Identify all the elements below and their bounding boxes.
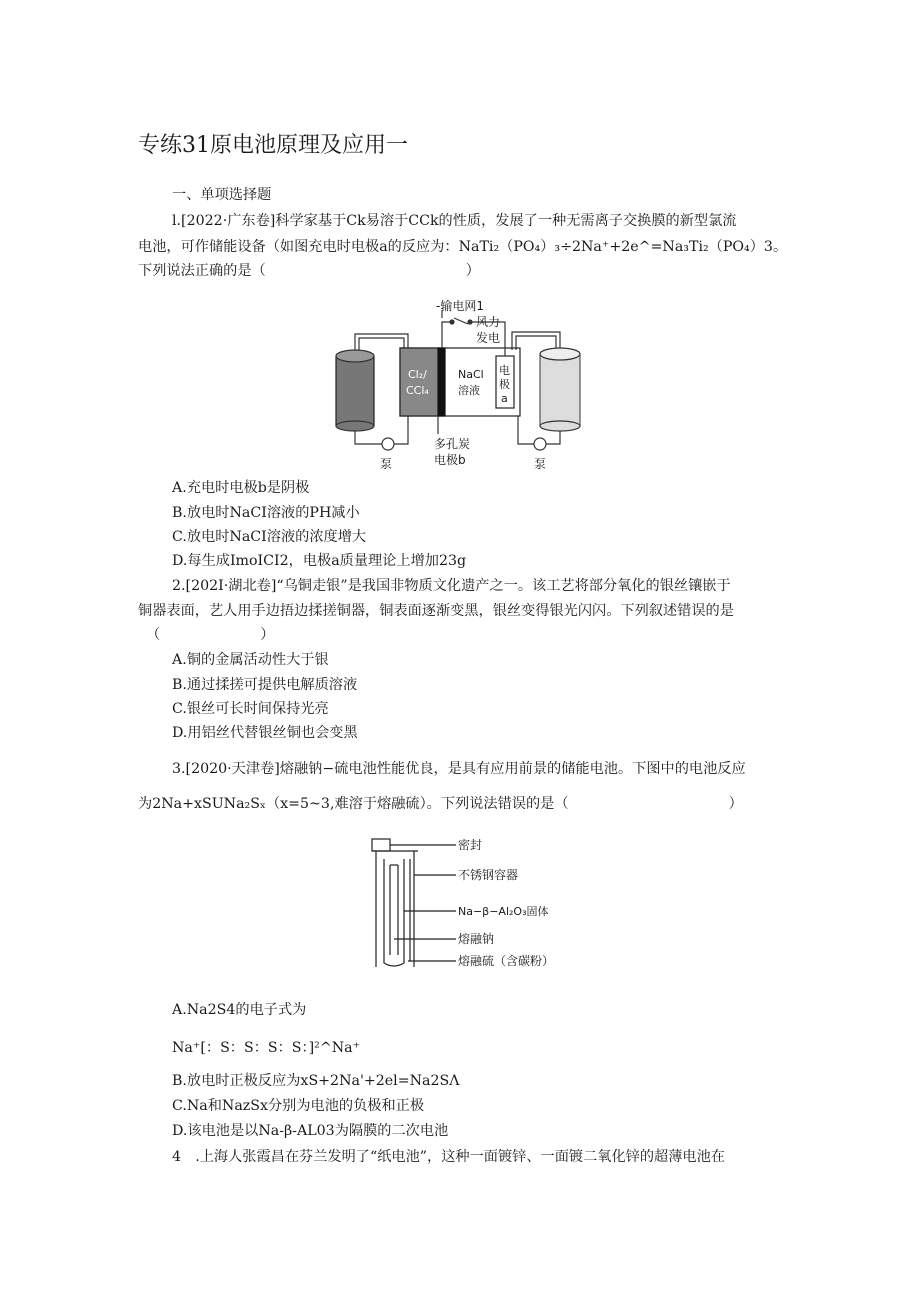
q3-option-b: B.放电时正极反应为xS+2Na'+2el=Na2SΛ bbox=[172, 1073, 460, 1089]
q1-answer-bracket: ） bbox=[465, 263, 480, 279]
label-solution: 溶液 bbox=[458, 384, 480, 397]
label-electrode-1: 电 bbox=[499, 364, 510, 377]
label-molten-sodium: 熔融钠 bbox=[458, 932, 495, 946]
q2-stem-line3 bbox=[146, 628, 274, 642]
q3-stem-line1: 3.[2020·天津卷]熔融钠−硫电池性能优良，是具有应用前景的储能电池。下图中的电池反应 bbox=[172, 761, 746, 777]
q2-option-d: D.用铝丝代替银丝铜也会变黑 bbox=[172, 725, 358, 741]
q2-stem-line1: 2.[202I·湖北卷]“乌铜走银”是我国非物质文化遗产之一。该工艺将部分氧化的银丝镶嵌于 bbox=[172, 578, 731, 594]
q2-option-c: C.银丝可长时间保持光亮 bbox=[172, 701, 329, 717]
q2-bracket-close: ） bbox=[260, 627, 275, 643]
label-electrode-3: a bbox=[501, 392, 508, 405]
q3-option-c: C.Na和NazSx分别为电池的负极和正极 bbox=[172, 1098, 425, 1114]
label-cl2: Cl₂/ bbox=[408, 368, 427, 381]
q2-option-b: B.通过揉搓可提供电解质溶液 bbox=[172, 677, 358, 693]
label-ccl4: CCl₄ bbox=[406, 384, 429, 397]
q1-stem-line3 bbox=[138, 264, 480, 278]
q1-option-d: D.每生成ImoICI2，电极a质量理论上增加23g bbox=[172, 553, 467, 569]
label-pump-left: 泵 bbox=[380, 457, 393, 471]
label-grid: -输电网1 bbox=[436, 299, 484, 313]
q1-battery-diagram bbox=[330, 296, 600, 472]
label-seal: 密封 bbox=[458, 838, 483, 852]
q3-stem-text: 为2Na+xSUNa₂Sₓ（x=5~3,难溶于熔融硫）。下列说法错误的是（ bbox=[138, 796, 569, 812]
q1-stem-line2: 电池，可作储能设备（如图充电时电极a的反应为：NaTi₂（PO₄）₃÷2Na⁺+2e^=Na₃Ti₂（PO₄）3。 bbox=[138, 239, 788, 255]
q3-answer-bracket: ） bbox=[728, 796, 743, 812]
label-wind-2: 发电 bbox=[476, 331, 501, 345]
page-title: 专练31原电池原理及应用一 bbox=[138, 133, 408, 158]
q3-stem-line2 bbox=[138, 797, 743, 811]
q3-option-a: A.Na2S4的电子式为 bbox=[172, 1002, 307, 1018]
q3-battery-diagram bbox=[364, 835, 564, 971]
q1-option-a: A.充电时电极b是阴极 bbox=[172, 480, 310, 496]
q1-option-b: B.放电时NaCI溶液的PH减小 bbox=[172, 505, 360, 521]
q2-option-a: A.铜的金属活动性大于银 bbox=[172, 652, 329, 668]
q3-option-d: D.该电池是以Na-β-AL03为隔膜的二次电池 bbox=[172, 1123, 449, 1139]
q1-option-c: C.放电时NaCI溶液的浓度增大 bbox=[172, 529, 367, 545]
q2-bracket-open: （ bbox=[146, 627, 161, 643]
label-porous-2: 电极b bbox=[434, 453, 466, 467]
label-wind-1: 风力 bbox=[476, 315, 501, 329]
label-container: 不锈钢容器 bbox=[458, 868, 519, 882]
q3-electron-formula: Na⁺[：S：S：S：S：]²^Na⁺ bbox=[172, 1040, 361, 1056]
label-electrode-2: 极 bbox=[499, 378, 510, 391]
label-solid-electrolyte: Na−β−Al₂O₃固体 bbox=[458, 905, 549, 918]
label-molten-sulfur: 熔融硫（含碳粉） bbox=[458, 954, 555, 968]
q1-stem-text: 下列说法正确的是（ bbox=[138, 263, 266, 279]
q1-stem-line1: l.[2022·广东卷]科学家基于Ck易溶于CCk的性质，发展了一种无需离子交换膜的新型氯流 bbox=[172, 213, 737, 229]
q2-stem-line2: 铜器表面，艺人用手边捂边揉搓铜器，铜表面逐渐变黑，银丝变得银光闪闪。下列叙述错误的是 bbox=[138, 603, 734, 619]
label-nacl: NaCl bbox=[458, 368, 484, 381]
section-heading: 一、单项选择题 bbox=[172, 187, 272, 203]
label-porous-1: 多孔炭 bbox=[434, 437, 471, 451]
label-pump-right: 泵 bbox=[534, 457, 547, 471]
q4-stem-line1: 4 .上海人张霞昌在芬兰发明了“纸电池”，这种一面镀锌、一面镀二氧化锌的超薄电池在 bbox=[172, 1149, 725, 1165]
